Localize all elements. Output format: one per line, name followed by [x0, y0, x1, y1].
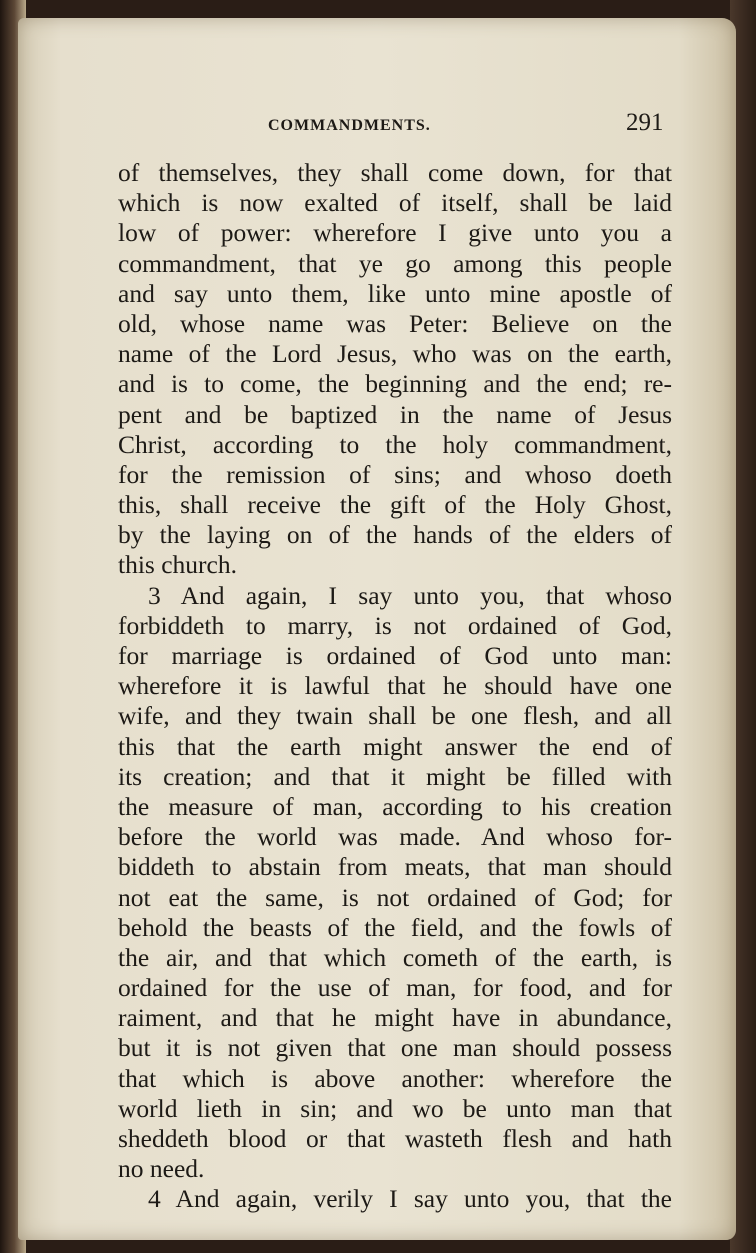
page-header [0, 105, 756, 145]
text-line: for marriage is ordained of God unto man: [118, 641, 672, 670]
text-line: no need. [118, 1154, 205, 1184]
text-line: biddeth to abstain from meats, that man should [118, 852, 672, 882]
text-line: its creation; and that it might be filled with [118, 761, 672, 791]
text-line: for the remission of sins; and whoso doeth [118, 459, 672, 489]
text-line: by the laying on of the hands of the elders of [118, 520, 672, 550]
page-body [118, 158, 672, 1215]
text-line: raiment, and that he might have in abundance, [118, 1003, 672, 1033]
text-line: forbiddeth to marry, is not ordained of God, [118, 610, 672, 640]
text-line: this that the earth might answer the end of [118, 731, 672, 761]
text-line: low of power: wherefore I give unto you a [118, 218, 672, 248]
text-line: and is to come, the beginning and the end; re- [118, 369, 672, 399]
text-line: this church. [118, 550, 237, 580]
text-line: this, shall receive the gift of the Holy Ghost, [118, 490, 672, 520]
text-line: name of the Lord Jesus, who was on the earth, [118, 339, 672, 369]
text-line: that which is above another: wherefore the [118, 1063, 672, 1093]
text-line: wife, and they twain shall be one flesh, and all [118, 701, 672, 731]
text-line: not eat the same, is not ordained of God; for [118, 882, 672, 912]
text-line: but it is not given that one man should possess [118, 1033, 672, 1063]
text-line: behold the beasts of the field, and the fowls of [118, 912, 672, 942]
text-line: commandment, that ye go among this people [118, 248, 672, 278]
page-number: 291 [626, 109, 664, 136]
verse-start-line: 4 And again, verily I say unto you, that the [148, 1184, 672, 1214]
text-line: which is now exalted of itself, shall be laid [118, 188, 672, 218]
verse-start-line: 3 And again, I say unto you, that whoso [148, 580, 672, 610]
text-line: Christ, according to the holy commandment, [118, 429, 672, 459]
text-line: wherefore it is lawful that he should have one [118, 671, 672, 701]
text-line: and say unto them, like unto mine apostle of [118, 278, 672, 308]
text-line: the air, and that which cometh of the earth, is [118, 942, 672, 972]
text-line: old, whose name was Peter: Believe on the [118, 308, 672, 338]
text-line: world lieth in sin; and wo be unto man that [118, 1093, 672, 1123]
text-line: ordained for the use of man, for food, and for [118, 973, 672, 1003]
text-line: sheddeth blood or that wasteth flesh and hath [118, 1124, 672, 1153]
text-line: of themselves, they shall come down, for that [118, 158, 672, 187]
running-head: COMMANDMENTS. [268, 117, 431, 134]
text-line: the measure of man, according to his creation [118, 791, 672, 821]
text-line: before the world was made. And whoso for- [118, 822, 672, 852]
text-line: pent and be baptized in the name of Jesus [118, 399, 672, 429]
